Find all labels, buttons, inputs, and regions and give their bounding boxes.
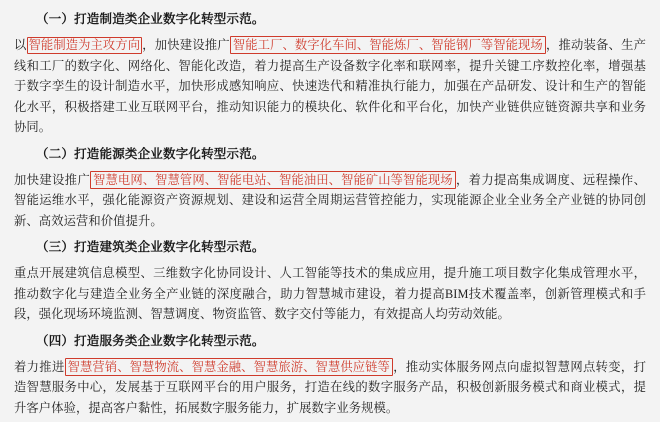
section-construction [14, 238, 646, 325]
section-service [14, 332, 646, 419]
paragraph-rest-text: ，推动装备、生产线和工厂的数字化、网络化、智能化改造，着力提高生产设备数字化率和联网率，提升关键工序数控化率，增强基于数字孪生的设计制造水平，加快形成感知响应、快速迭代和精准执行能力，加强在产品研发、设计和生产的智能化水平，积极搭建工业互联网平台，推动知识能力的模块化、软件化和平台化，加快产业链供应链资源共享和业务协同。 [14, 38, 646, 134]
paragraph-rest-text: ，推动实体服务网点向虚拟智慧网点转变，打造智慧服务中心，发展基于互联网平台的用户服务，打造在线的数字服务产品，积极创新服务模式和商业模式，提升客户体验，提高客户黏性，拓展数字服务能力，扩展数字业务规模。 [14, 359, 646, 415]
section-heading-energy: （二）打造能源类企业数字化转型示范。 [36, 146, 265, 161]
section-paragraph-service [14, 357, 646, 419]
paragraph-lead-text: 加快建设推广 [14, 172, 91, 187]
section-manufacturing [14, 10, 646, 138]
highlight-phrase-smart-manufacturing: 智能制造为主攻方向 [28, 38, 141, 52]
section-heading-service: （四）打造服务类企业数字化转型示范。 [36, 333, 265, 348]
paragraph-mid-text: ，加快建设推广 [142, 38, 230, 52]
section-heading-construction: （三）打造建筑类企业数字化转型示范。 [36, 240, 265, 254]
section-energy [14, 145, 646, 232]
section-paragraph-energy [14, 170, 646, 232]
paragraph-rest-text: 重点开展建筑信息模型、三维数字化协同设计、人工智能等技术的集成应用，提升施工项目数字化集成管理水平，推动数字化与建造全业务全产业链的深度融合，助力智慧城市建设，着力提高BIM技术覆盖率，创新管理模式和手段，强化现场环境监测、智慧调度、物资监管、数字交付等能力，有效提高人均劳动效能。 [14, 266, 646, 321]
highlight-list-energy-smart-sites: 智慧电网、智慧管网、智能电站、智能油田、智能矿山等智能现场 [90, 171, 456, 189]
section-paragraph-construction [14, 263, 646, 325]
paragraph-lead-text: 着力推进 [14, 359, 65, 374]
highlight-list-smart-sites: 智能工厂、数字化车间、智能炼厂、智能钢厂等智能现场 [230, 36, 546, 54]
paragraph-rest-text: ，着力提高集成调度、远程操作、智能运维水平，强化能源资产资源规划、建设和运营全周期运营管控能力，实现能源企业全业务全产业链的协同创新、高效运营和价值提升。 [14, 172, 646, 228]
section-heading-manufacturing: （一）打造制造类企业数字化转型示范。 [36, 12, 265, 26]
section-paragraph-manufacturing [14, 35, 646, 138]
paragraph-lead-text: 以 [14, 38, 27, 52]
highlight-list-smart-services: 智慧营销、智慧物流、智慧金融、智慧旅游、智慧供应链等 [65, 358, 393, 376]
